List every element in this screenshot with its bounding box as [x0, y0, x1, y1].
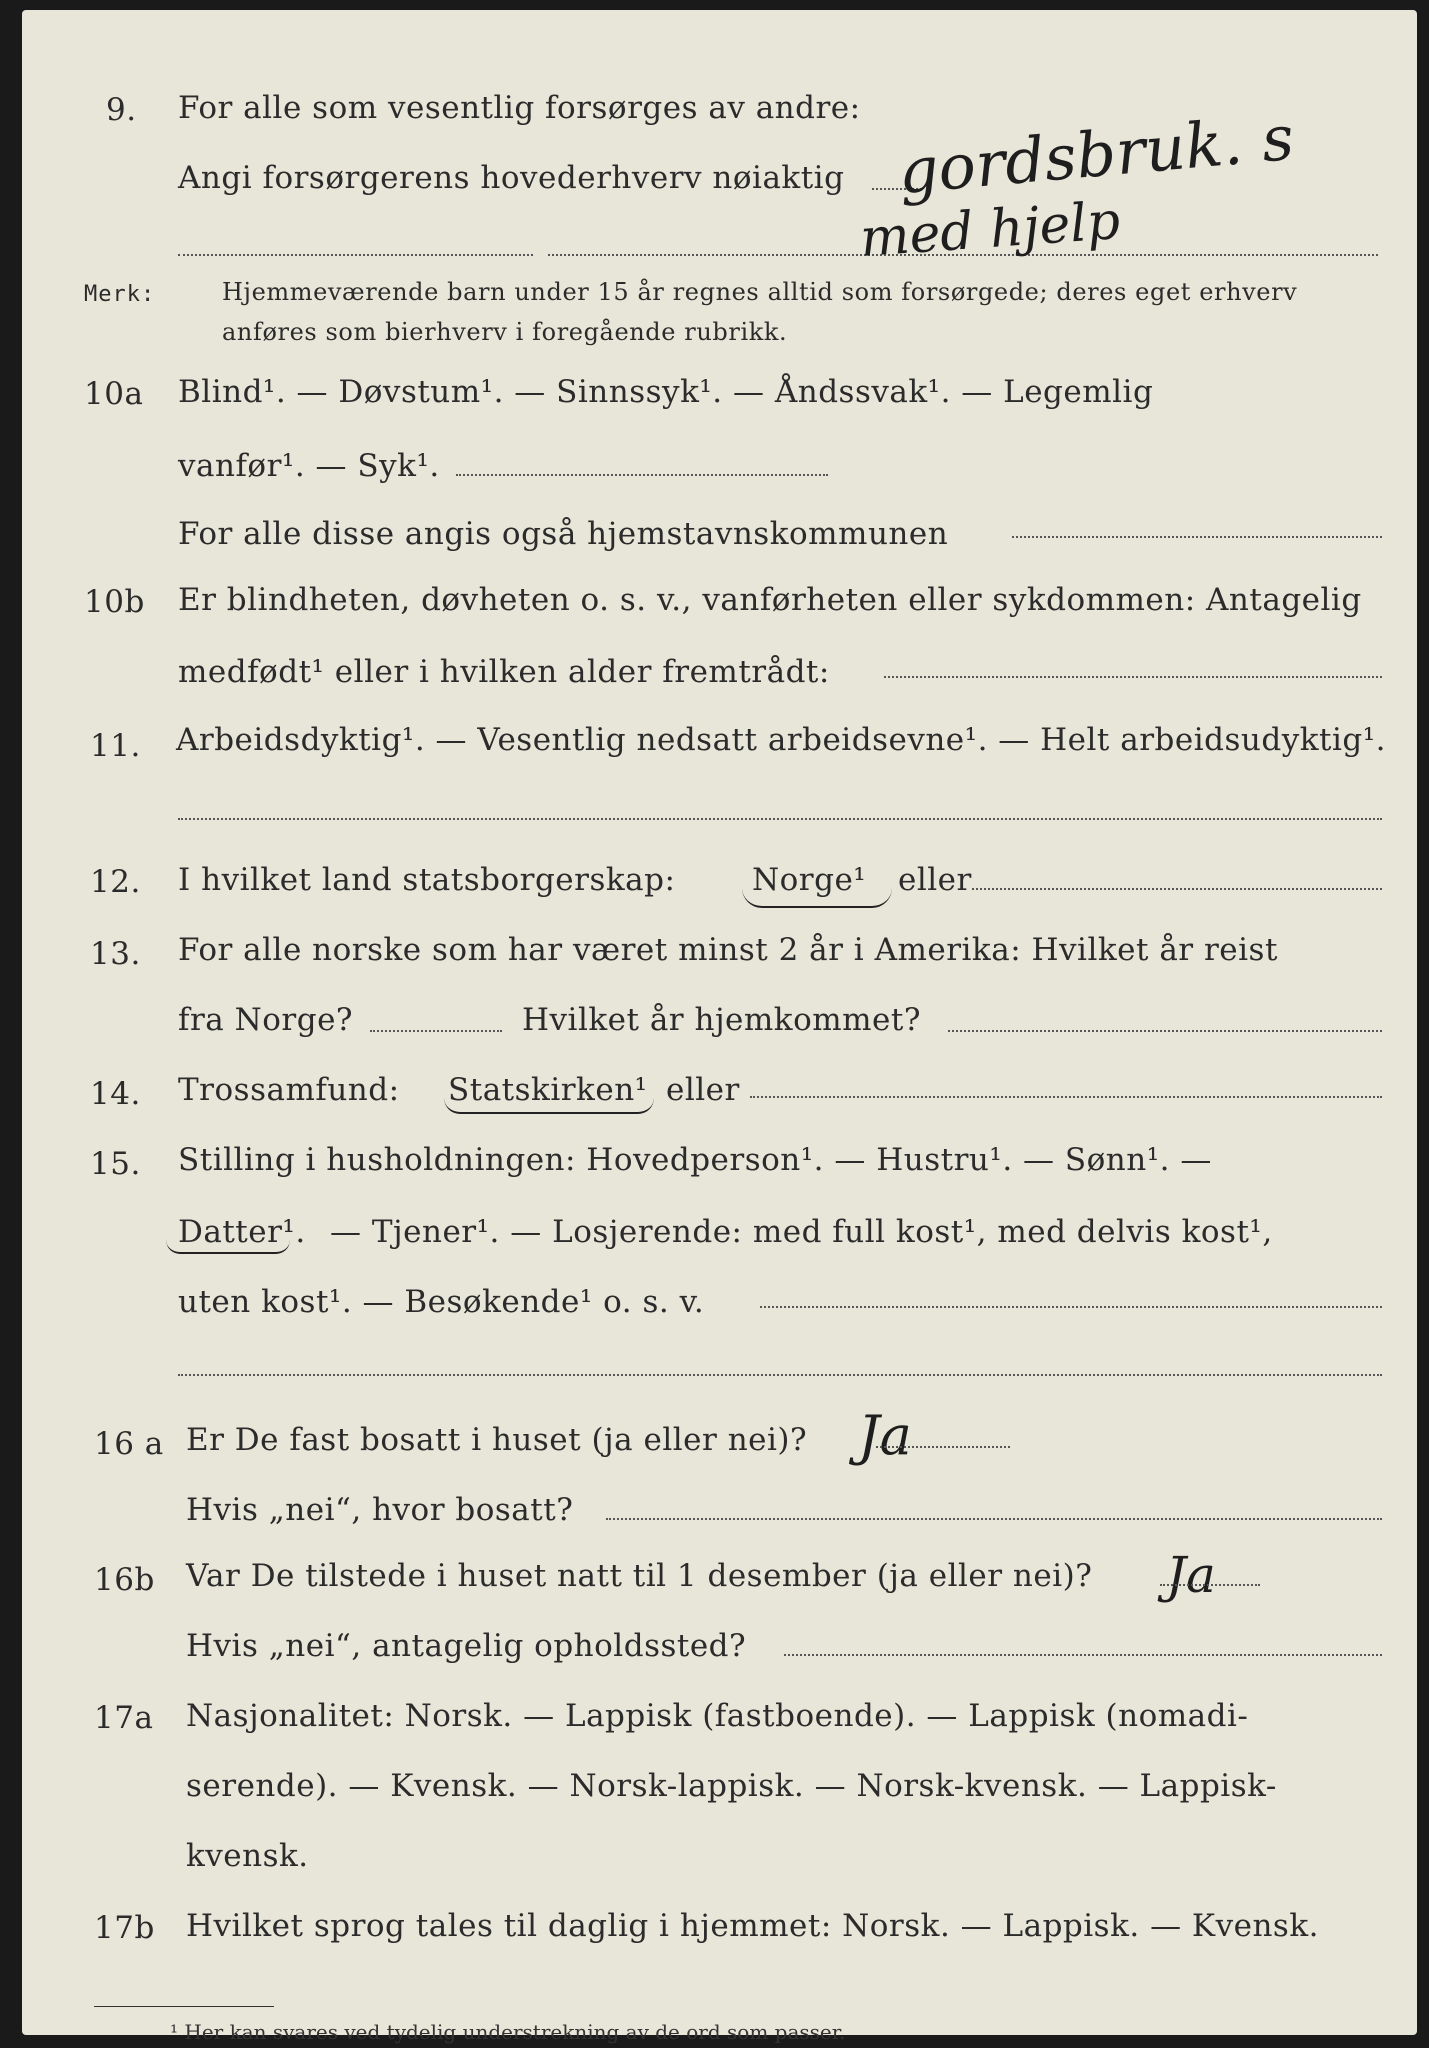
- q17a-number: 17a: [94, 1700, 154, 1736]
- q9-handwritten-occupation-cont[interactable]: med hjelp: [858, 190, 1122, 270]
- q10a-number: 10a: [84, 376, 144, 412]
- q14-underline-mark: [444, 1098, 654, 1114]
- q17a-line3: kvensk.: [186, 1838, 309, 1874]
- q15-line1: Stilling i husholdningen: Hovedperson¹. — Hustru¹. — Sønn¹. —: [178, 1142, 1212, 1178]
- q17b-line1: Hvilket sprog tales til daglig i hjemmet: Norsk. — Lappisk. — Kvensk.: [186, 1908, 1319, 1944]
- q9-dotted-line-2a: [178, 254, 533, 256]
- q14-option-statskirken[interactable]: Statskirken¹: [448, 1072, 648, 1108]
- q10a-dotted-line-1: [456, 474, 828, 476]
- q15-dotted-line-2: [178, 1374, 1382, 1376]
- q15-option-datter[interactable]: Datter¹.: [178, 1214, 306, 1250]
- footnote-text: ¹ Her kan svares ved tydelig understrekning av de ord som passer.: [170, 2020, 846, 2044]
- q15-dotted-line-1: [760, 1306, 1382, 1308]
- merk-line1: Hjemmeværende barn under 15 år regnes alltid som forsørgede; deres eget erhverv: [222, 278, 1298, 306]
- q16a-handwritten-answer[interactable]: Ja: [858, 1404, 912, 1467]
- q16a-line1: Er De fast bosatt i huset (ja eller nei)?: [186, 1422, 808, 1458]
- q16b-handwritten-answer[interactable]: Ja: [1166, 1546, 1216, 1604]
- q11-number: 11.: [90, 728, 141, 764]
- q16b-number: 16b: [94, 1562, 155, 1598]
- q9-handwritten-occupation[interactable]: gordsbruk. s: [895, 100, 1297, 209]
- q10a-line2: vanfør¹. — Syk¹.: [178, 448, 440, 484]
- q16a-line2: Hvis „nei“, hvor bosatt?: [186, 1492, 574, 1528]
- q12-tail: eller: [898, 862, 972, 898]
- q10a-line1: Blind¹. — Døvstum¹. — Sinnssyk¹. — Åndssvak¹. — Legemlig: [178, 374, 1154, 410]
- q9-line2: Angi forsørgerens hovederhverv nøiaktig: [178, 160, 845, 196]
- q16b-line1: Var De tilstede i huset natt til 1 desember (ja eller nei)?: [186, 1558, 1093, 1594]
- q13-number: 13.: [90, 936, 141, 972]
- footnote-rule: [94, 2006, 274, 2007]
- q16a-dotted-line-1: [876, 1446, 1010, 1448]
- q13-dotted-line-2: [948, 1030, 1382, 1032]
- q11-dotted-line: [178, 818, 1382, 820]
- q17a-line1: Nasjonalitet: Norsk. — Lappisk (fastboende). — Lappisk (nomadi-: [186, 1698, 1249, 1734]
- q10a-line3: For alle disse angis også hjemstavnskommunen: [178, 516, 949, 552]
- q10b-line2: medfødt¹ eller i hvilken alder fremtrådt:: [178, 654, 830, 690]
- merk-line2: anføres som bierhverv i foregående rubrikk.: [222, 318, 788, 346]
- q13-dotted-line-1: [370, 1030, 502, 1032]
- q16b-dotted-line-1: [1160, 1584, 1260, 1586]
- q11-line1: Arbeidsdyktig¹. — Vesentlig nedsatt arbeidsevne¹. — Helt arbeidsudyktig¹.: [176, 722, 1387, 758]
- q16b-line2: Hvis „nei“, antagelig opholdssted?: [186, 1628, 747, 1664]
- q13-line1: For alle norske som har været minst 2 år i Amerika: Hvilket år reist: [178, 932, 1278, 968]
- q16a-dotted-line-2: [606, 1518, 1382, 1520]
- q13-line2b: Hvilket år hjemkommet?: [522, 1002, 921, 1038]
- q17b-number: 17b: [94, 1910, 155, 1946]
- q14-dotted-line: [750, 1096, 1382, 1098]
- q9-line1: For alle som vesentlig forsørges av andre:: [178, 90, 861, 126]
- q15-number: 15.: [90, 1146, 141, 1182]
- q10b-number: 10b: [84, 584, 145, 620]
- q16a-number: 16 a: [94, 1426, 164, 1462]
- merk-label: Merk:: [84, 282, 156, 307]
- q17a-line2: serende). — Kvensk. — Norsk-lappisk. — Norsk-kvensk. — Lappisk-: [186, 1768, 1277, 1804]
- q15-underline-mark: [166, 1240, 290, 1254]
- q10b-line1: Er blindheten, døvheten o. s. v., vanførheten eller sykdommen: Antagelig: [178, 582, 1362, 618]
- q10b-dotted-line: [884, 676, 1382, 678]
- q9-number: 9.: [106, 92, 137, 128]
- q12-option-norge[interactable]: Norge¹: [752, 862, 867, 898]
- q14-tail: eller: [666, 1072, 740, 1108]
- q15-line3: uten kost¹. — Besøkende¹ o. s. v.: [178, 1284, 705, 1320]
- q14-text: Trossamfund:: [178, 1072, 400, 1108]
- q12-text: I hvilket land statsborgerskap:: [178, 862, 676, 898]
- q12-underline-mark: [742, 888, 892, 908]
- q16b-dotted-line-2: [784, 1654, 1382, 1656]
- q12-dotted-line: [972, 888, 1382, 890]
- q13-line2a: fra Norge?: [178, 1002, 354, 1038]
- q12-number: 12.: [90, 864, 141, 900]
- q14-number: 14.: [90, 1076, 141, 1112]
- q15-line2b: — Tjener¹. — Losjerende: med full kost¹, med delvis kost¹,: [330, 1214, 1273, 1250]
- q10a-dotted-line-2: [1012, 536, 1382, 538]
